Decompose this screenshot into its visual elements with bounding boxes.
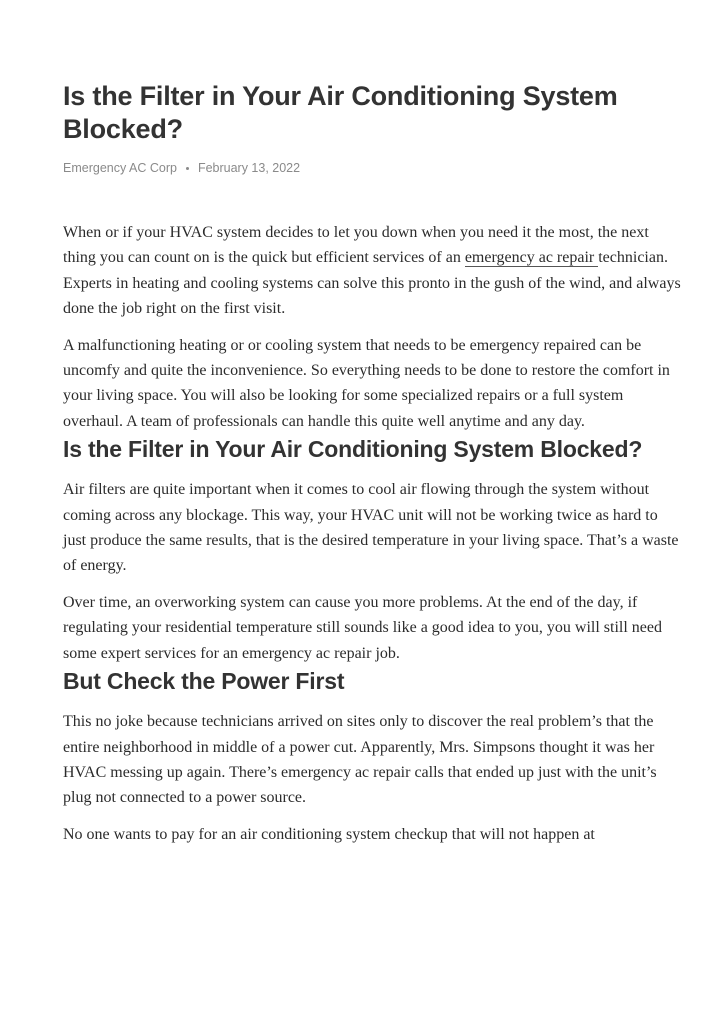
section-heading-power: But Check the Power First	[63, 668, 345, 695]
section1-paragraph-2: Over time, an overworking system can cause you more problems. At the end of the day, if regulating your residential temperature still sounds like a good idea to you, you will still need some expert services for an emergency ac repair job.	[63, 593, 662, 662]
intro-paragraph-2: A malfunctioning heating or or cooling system that needs to be emergency repaired can be uncomfy and quite the inconvenience. So everything needs to be done to restore the comfort in your living space. You will also be looking for some specialized repairs or a full system overhaul. A team of professionals can handle this quite well anytime and any day.	[63, 336, 670, 430]
emergency-ac-repair-link[interactable]: emergency ac repair	[464, 249, 599, 267]
article-title: Is the Filter in Your Air Conditioning System Blocked?	[63, 81, 618, 144]
section2-paragraph-1: This no joke because technicians arrived on sites only to discover the real problem’s that the entire neighborhood in middle of a power cut. Apparently, Mrs. Simpsons thought it was her HVAC messing up again. There’s emergency ac repair calls that ended up just with the unit’s plug not connected to a power source.	[63, 713, 657, 807]
intro-text-before-link: When or if your HVAC system decides to let you down when you need it the most, the next thing you can count on is the quick but efficient services of an	[63, 224, 649, 267]
article	[63, 80, 683, 847]
author-name[interactable]: Emergency AC Corp	[63, 161, 177, 175]
intro-paragraph-1	[63, 220, 683, 322]
publish-date: February 13, 2022	[197, 161, 301, 175]
section2-paragraph-2: No one wants to pay for an air conditioning system checkup that will not happen at	[63, 825, 595, 843]
section1-paragraph-1: Air filters are quite important when it comes to cool air flowing through the system without coming across any blockage. This way, your HVAC unit will not be working twice as hard to just produce the same results, that is the desired temperature in your living space. That’s a waste of energy.	[63, 481, 679, 575]
section-heading-filter: Is the Filter in Your Air Conditioning System Blocked?	[63, 436, 643, 463]
intro-text-after-link: technician. Experts in heating and cooling systems can solve this pronto in the gush of the wind, and always done the job right on the first visit.	[63, 249, 681, 318]
article-meta	[63, 161, 683, 175]
separator-dot-icon	[186, 167, 189, 170]
